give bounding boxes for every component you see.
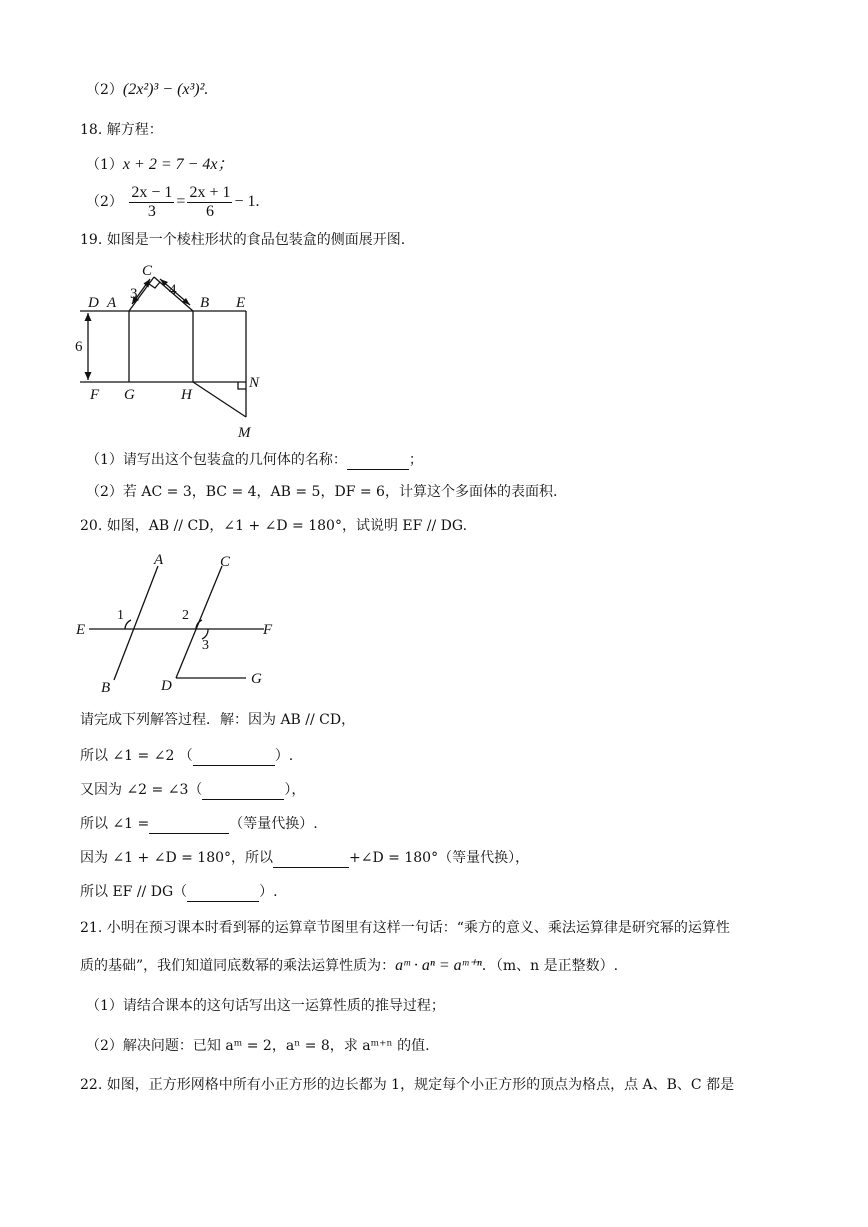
power-rule-formula: aᵐ · aⁿ = aᵐ⁺ⁿ xyxy=(395,957,482,974)
label-G: G xyxy=(124,387,135,403)
label-G: G xyxy=(251,671,262,687)
label-N: N xyxy=(249,375,260,391)
q19-net-figure xyxy=(70,255,280,445)
q20-step5: 所以 EF // DG（ ）. xyxy=(80,884,278,900)
q19-part1: （1）请写出这个包装盒的几何体的名称： ； xyxy=(86,452,423,468)
length-6: 6 xyxy=(75,339,83,355)
label-F: F xyxy=(90,387,100,403)
label-B: B xyxy=(101,680,111,696)
q20-step2: 又因为 ∠2 = ∠3（ ）， xyxy=(80,782,306,798)
q21-line1: 21. 小明在预习课本时看到幂的运算章节图里有这样一句话：“乘方的意义、乘法运算律是研究幂的运算性 xyxy=(80,920,730,936)
answer-blank xyxy=(273,851,349,868)
length-3: 3 xyxy=(130,286,138,302)
q17-expression: (2x²)³ − (x³)². xyxy=(122,81,209,98)
angle-3: 3 xyxy=(202,638,209,653)
answer-blank xyxy=(202,783,284,800)
q20-step4: 因为 ∠1 + ∠D = 180°，所以 +∠D = 180°（等量代换）， xyxy=(80,850,530,866)
q20-step1: 所以 ∠1 = ∠2 （ ）. xyxy=(80,748,294,764)
label-D: D xyxy=(88,295,99,311)
q18-title: 18. 解方程： xyxy=(80,122,163,138)
label-E: E xyxy=(76,622,86,638)
answer-blank xyxy=(149,817,229,834)
q19-title: 19. 如图是一个棱柱形状的食品包装盒的侧面展开图. xyxy=(80,232,406,248)
label-H: H xyxy=(181,387,192,403)
label-C: C xyxy=(142,263,153,279)
q22-line1: 22. 如图，正方形网格中所有小正方形的边长都为 1，规定每个小正方形的顶点为格点，点 A、B、C 都是 xyxy=(80,1077,735,1093)
q20-intro: 请完成下列解答过程．解：因为 AB // CD， xyxy=(80,712,356,728)
q18-part2: （2） $\frac{2x - 1}{3}$ = $\frac{2x + 1}{6}$ − 1. xyxy=(86,183,260,220)
q20-title: 20. 如图，AB // CD，∠1 + ∠D = 180°，试说明 EF // DG. xyxy=(80,518,468,534)
label-B: B xyxy=(200,295,210,311)
q20-step3: 所以 ∠1 = （等量代换）. xyxy=(80,816,318,832)
angle-1: 1 xyxy=(117,608,124,623)
q18-part1: （1）x + 2 = 7 − 4x； xyxy=(86,156,234,173)
fraction-right: $\frac{2x + 1}{6}$ xyxy=(189,183,231,220)
q21-part1: （1）请结合课本的这句话写出这一运算性质的推导过程； xyxy=(86,998,445,1014)
length-4: 4 xyxy=(169,282,177,298)
angle-2: 2 xyxy=(182,608,189,623)
q17-part2: （2）(2x²)³ − (x³)². xyxy=(86,81,209,98)
answer-blank xyxy=(347,453,409,470)
answer-blank xyxy=(193,749,275,766)
label-E: E xyxy=(236,295,246,311)
label-C: C xyxy=(220,554,231,570)
label-F: F xyxy=(263,622,273,638)
q21-line2: 质的基础”，我们知道同底数幂的乘法运算性质为：aᵐ · aⁿ = aᵐ⁺ⁿ．（m、n 是正整数）. xyxy=(80,957,619,974)
q21-part2: （2）解决问题：已知 aᵐ = 2，aⁿ = 8，求 aᵐ⁺ⁿ 的值. xyxy=(86,1038,430,1054)
label-A: A xyxy=(107,295,117,311)
label-A: A xyxy=(154,552,164,568)
q20-parallel-lines-figure xyxy=(74,548,284,698)
label-D: D xyxy=(161,678,172,694)
fraction-left: $\frac{2x - 1}{3}$ xyxy=(131,183,173,220)
answer-blank xyxy=(187,885,259,902)
label-M: M xyxy=(238,425,251,441)
q19-part2: （2）若 AC = 3，BC = 4，AB = 5，DF = 6，计算这个多面体的表面积. xyxy=(86,484,558,500)
